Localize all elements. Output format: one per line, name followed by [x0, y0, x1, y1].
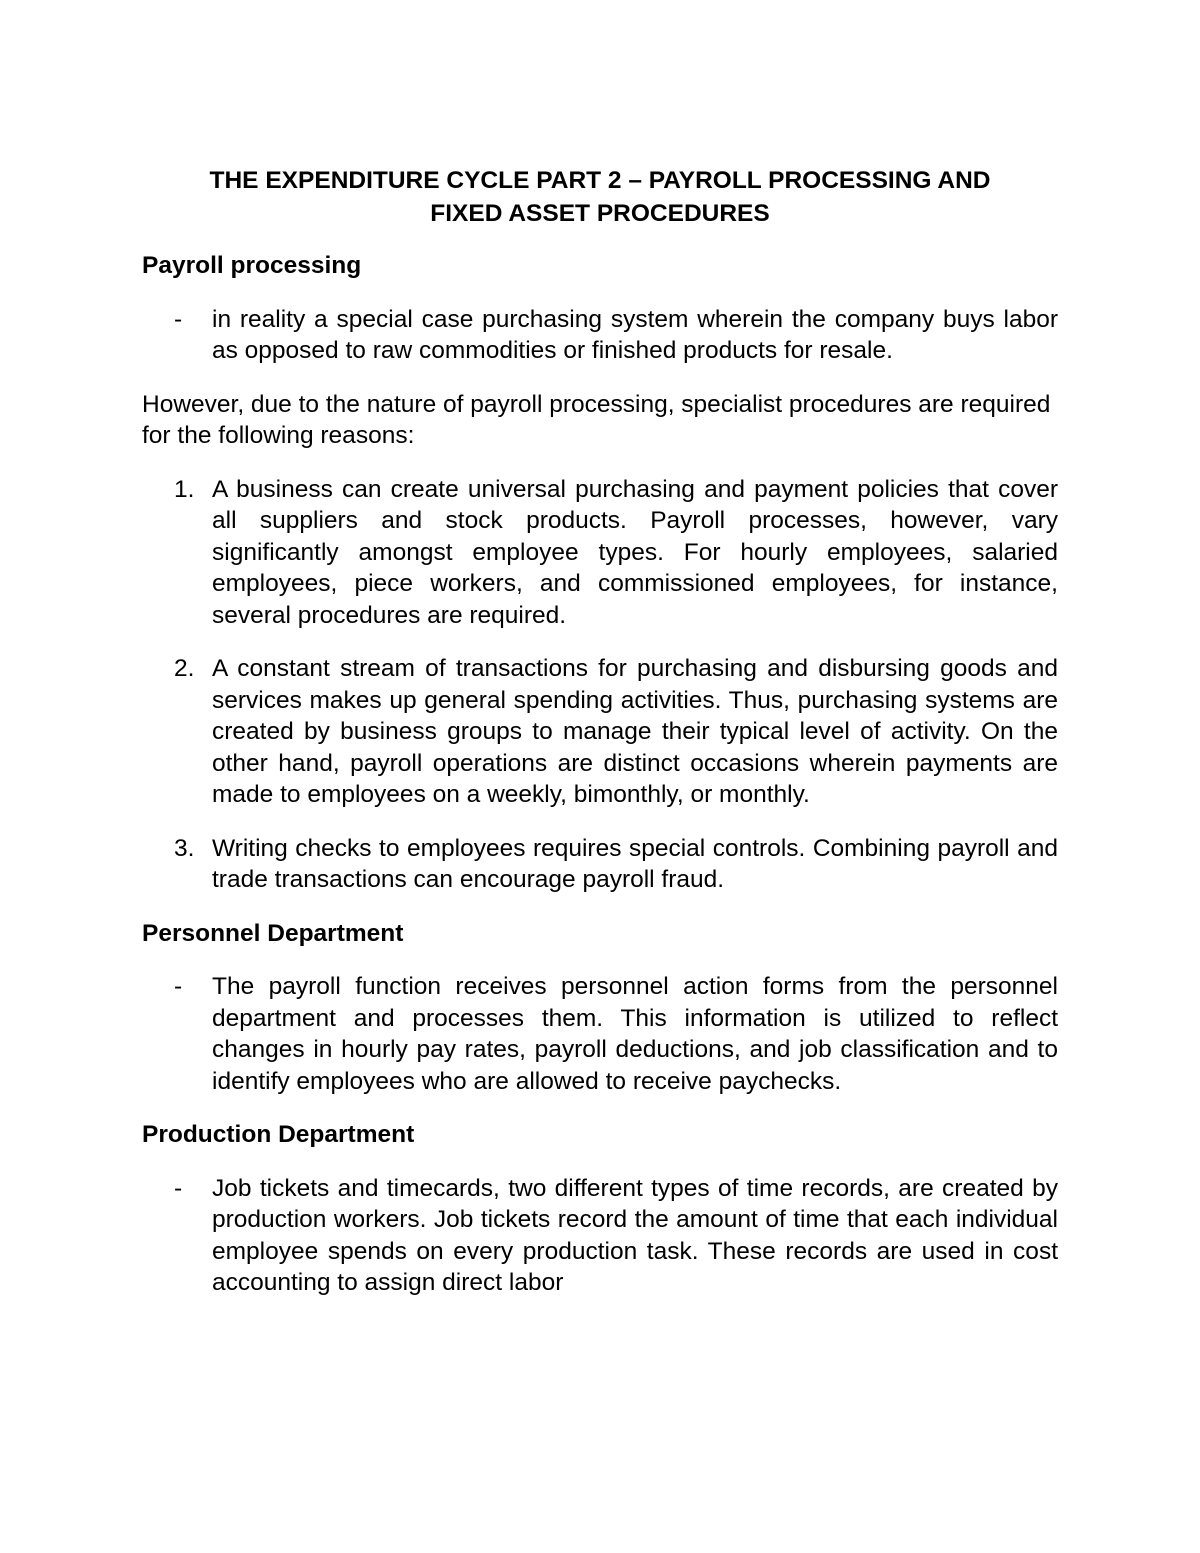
list-item-text: A business can create universal purchasing and payment policies that cover all suppliers and stock products. Payroll processes, however, vary significantly amongst employee types. For hourly employees, salaried employees, piece workers, and commissioned employees, for instance, several procedures are required. [212, 475, 1058, 629]
document-title-line-2: FIXED ASSET PROCEDURES [430, 200, 770, 227]
list-item-text: A constant stream of transactions for purchasing and disbursing goods and services makes up general spending activities. Thus, purchasing systems are created by business groups to manage their typical level of activity. On the other hand, payroll operations are distinct occasions wherein payments are made to employees on a weekly, bimonthly, or monthly. [212, 655, 1058, 808]
numbered-item-reason-3 [142, 833, 1058, 896]
numbered-item-reason-1 [142, 474, 1058, 632]
section-heading-production-department: Production Department [142, 1121, 415, 1148]
document-title [142, 164, 1058, 230]
document-page [142, 164, 1058, 1321]
bullet-item-production [142, 1173, 1058, 1299]
numbered-item-reason-2 [142, 653, 1058, 811]
intro-paragraph: However, due to the nature of payroll processing, specialist procedures are required for the following reasons: [142, 390, 1051, 449]
document-title-line-1: THE EXPENDITURE CYCLE PART 2 – PAYROLL PROCESSING AND [209, 167, 991, 194]
bullet-text: Job tickets and timecards, two different types of time records, are created by production workers. Job tickets record the amount of time that each individual employee spends on every production task. These records are used in cost accounting to assign direct labor [212, 1174, 1058, 1296]
bullet-dash: - [174, 973, 183, 1000]
list-number: 1. [174, 475, 195, 503]
list-number: 3. [174, 834, 195, 862]
list-number: 2. [174, 655, 195, 682]
bullet-item-personnel [142, 971, 1058, 1097]
bullet-text: The payroll function receives personnel action forms from the personnel department and processes them. This information is utilized to reflect changes in hourly pay rates, payroll deductions, and job classification and to identify employees who are allowed to receive paychecks. [212, 973, 1058, 1095]
bullet-text: in reality a special case purchasing system wherein the company buys labor as opposed to raw commodities or finished products for resale. [212, 305, 1058, 364]
bullet-dash: - [174, 1174, 183, 1202]
list-item-text: Writing checks to employees requires special controls. Combining payroll and trade transactions can encourage payroll fraud. [212, 834, 1058, 893]
section-heading-payroll-processing: Payroll processing [142, 252, 362, 279]
section-heading-personnel-department: Personnel Department [142, 919, 404, 947]
bullet-item-payroll-definition [142, 304, 1058, 367]
bullet-dash: - [174, 305, 183, 333]
